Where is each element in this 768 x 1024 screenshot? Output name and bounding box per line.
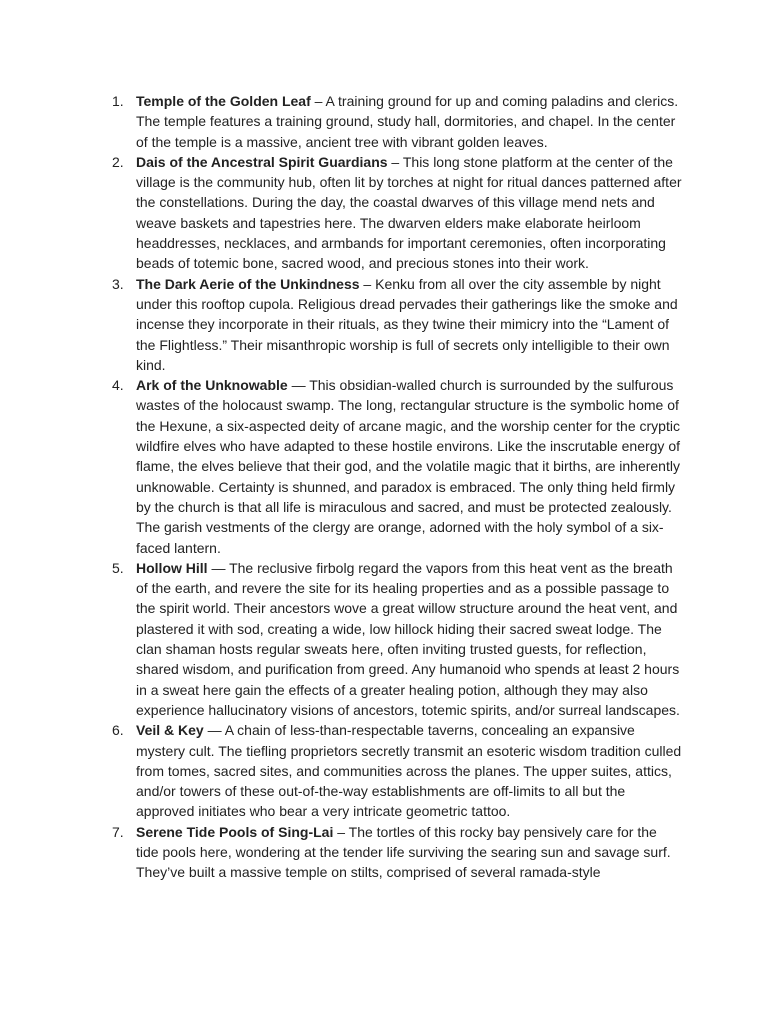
entry-body: – The tortles of this rocky bay pensively care for the tide pools here, wondering at the tender life surviving the searing sun and savage surf. They’ve built a massive temple on stilts, comprised of several ramada-style <box>136 823 671 881</box>
list-number: 7. <box>112 823 124 840</box>
entry-title: Serene Tide Pools of Sing-Lai <box>136 823 334 840</box>
entry-title: Ark of the Unknowable <box>136 377 288 394</box>
list-number: 2. <box>112 153 124 170</box>
list-item <box>108 91 682 152</box>
list-item <box>108 720 682 821</box>
list-item <box>108 822 682 883</box>
entry-body: – Kenku from all over the city assemble by night under this rooftop cupola. Religious dread pervades their gatherings like the smoke and incense they incorporate in their rituals, as they twine their mimicry into the “Lament of the Flightless.” Their misanthropic worship is full of secrets only intelligible to their own kind. <box>136 275 678 373</box>
list-number: 4. <box>112 377 124 394</box>
numbered-list <box>108 91 682 883</box>
entry-body: — This obsidian-walled church is surrounded by the sulfurous wastes of the holocaust swamp. The long, rectangular structure is the symbolic home of the Hexune, a six-aspected deity of arcane magic, and the worship center for the cryptic wildfire elves who have adapted to these hostile environs. Like the inscrutable energy of flame, the elves believe that their god, and the volatile magic that it births, are inherently unknowable. Certainty is shunned, and paradox is embraced. The only thing held firmly by the church is that all life is miraculous and sacred, and must be protected zealously. The garish vestments of the clergy are orange, adorned with the holy symbol of a six-faced lantern. <box>136 377 680 556</box>
entry-body: – A training ground for up and coming paladins and clerics. The temple features a training ground, study hall, dormitories, and chapel. In the center of the temple is a massive, ancient tree with vibrant golden leaves. <box>136 93 679 150</box>
entry-title: Veil & Key <box>136 722 204 739</box>
entry-body: – This long stone platform at the center of the village is the community hub, often lit by torches at night for ritual dances patterned after the constellations. During the day, the coastal dwarves of this village mend nets and weave baskets and tapestries here. The dwarven elders make elaborate heirloom headdresses, necklaces, and armbands for important ceremonies, often incorporating beads of totemic bone, sacred wood, and precious stones into their work. <box>136 153 682 272</box>
list-number: 5. <box>112 559 124 576</box>
list-number: 3. <box>112 275 124 292</box>
entry-title: Temple of the Golden Leaf <box>136 93 311 109</box>
list-item <box>108 152 682 274</box>
entry-title: Hollow Hill <box>136 559 208 576</box>
list-item <box>108 558 682 720</box>
list-item <box>108 375 682 558</box>
entry-body: — A chain of less-than-respectable taverns, concealing an expansive mystery cult. The tiefling proprietors secretly transmit an esoteric wisdom tradition culled from tomes, sacred sites, and communities across the planes. The upper suites, attics, and/or towers of these out-of-the-way establishments are off-limits to all but the approved initiates who bear a very intricate geometric tattoo. <box>136 722 682 820</box>
list-number: 1. <box>112 93 124 109</box>
entry-title: Dais of the Ancestral Spirit Guardians <box>136 153 388 170</box>
list-number: 6. <box>112 722 124 739</box>
entry-body: — The reclusive firbolg regard the vapors from this heat vent as the breath of the earth, and revere the site for its healing properties and as a possible passage to the spirit world. Their ancestors wove a great willow structure around the heat vent, and plastered it with sod, creating a wide, low hillock hiding their sacred sweat lodge. The clan shaman hosts regular sweats here, often inviting trusted guests, for reflection, shared wisdom, and purification from greed. Any humanoid who spends at least 2 hours in a sweat here gain the effects of a greater healing potion, although they may also experience hallucinatory visions of ancestors, totemic spirits, and/or surreal landscapes. <box>136 559 680 718</box>
list-item <box>108 274 682 375</box>
entry-title: The Dark Aerie of the Unkindness <box>136 275 360 292</box>
